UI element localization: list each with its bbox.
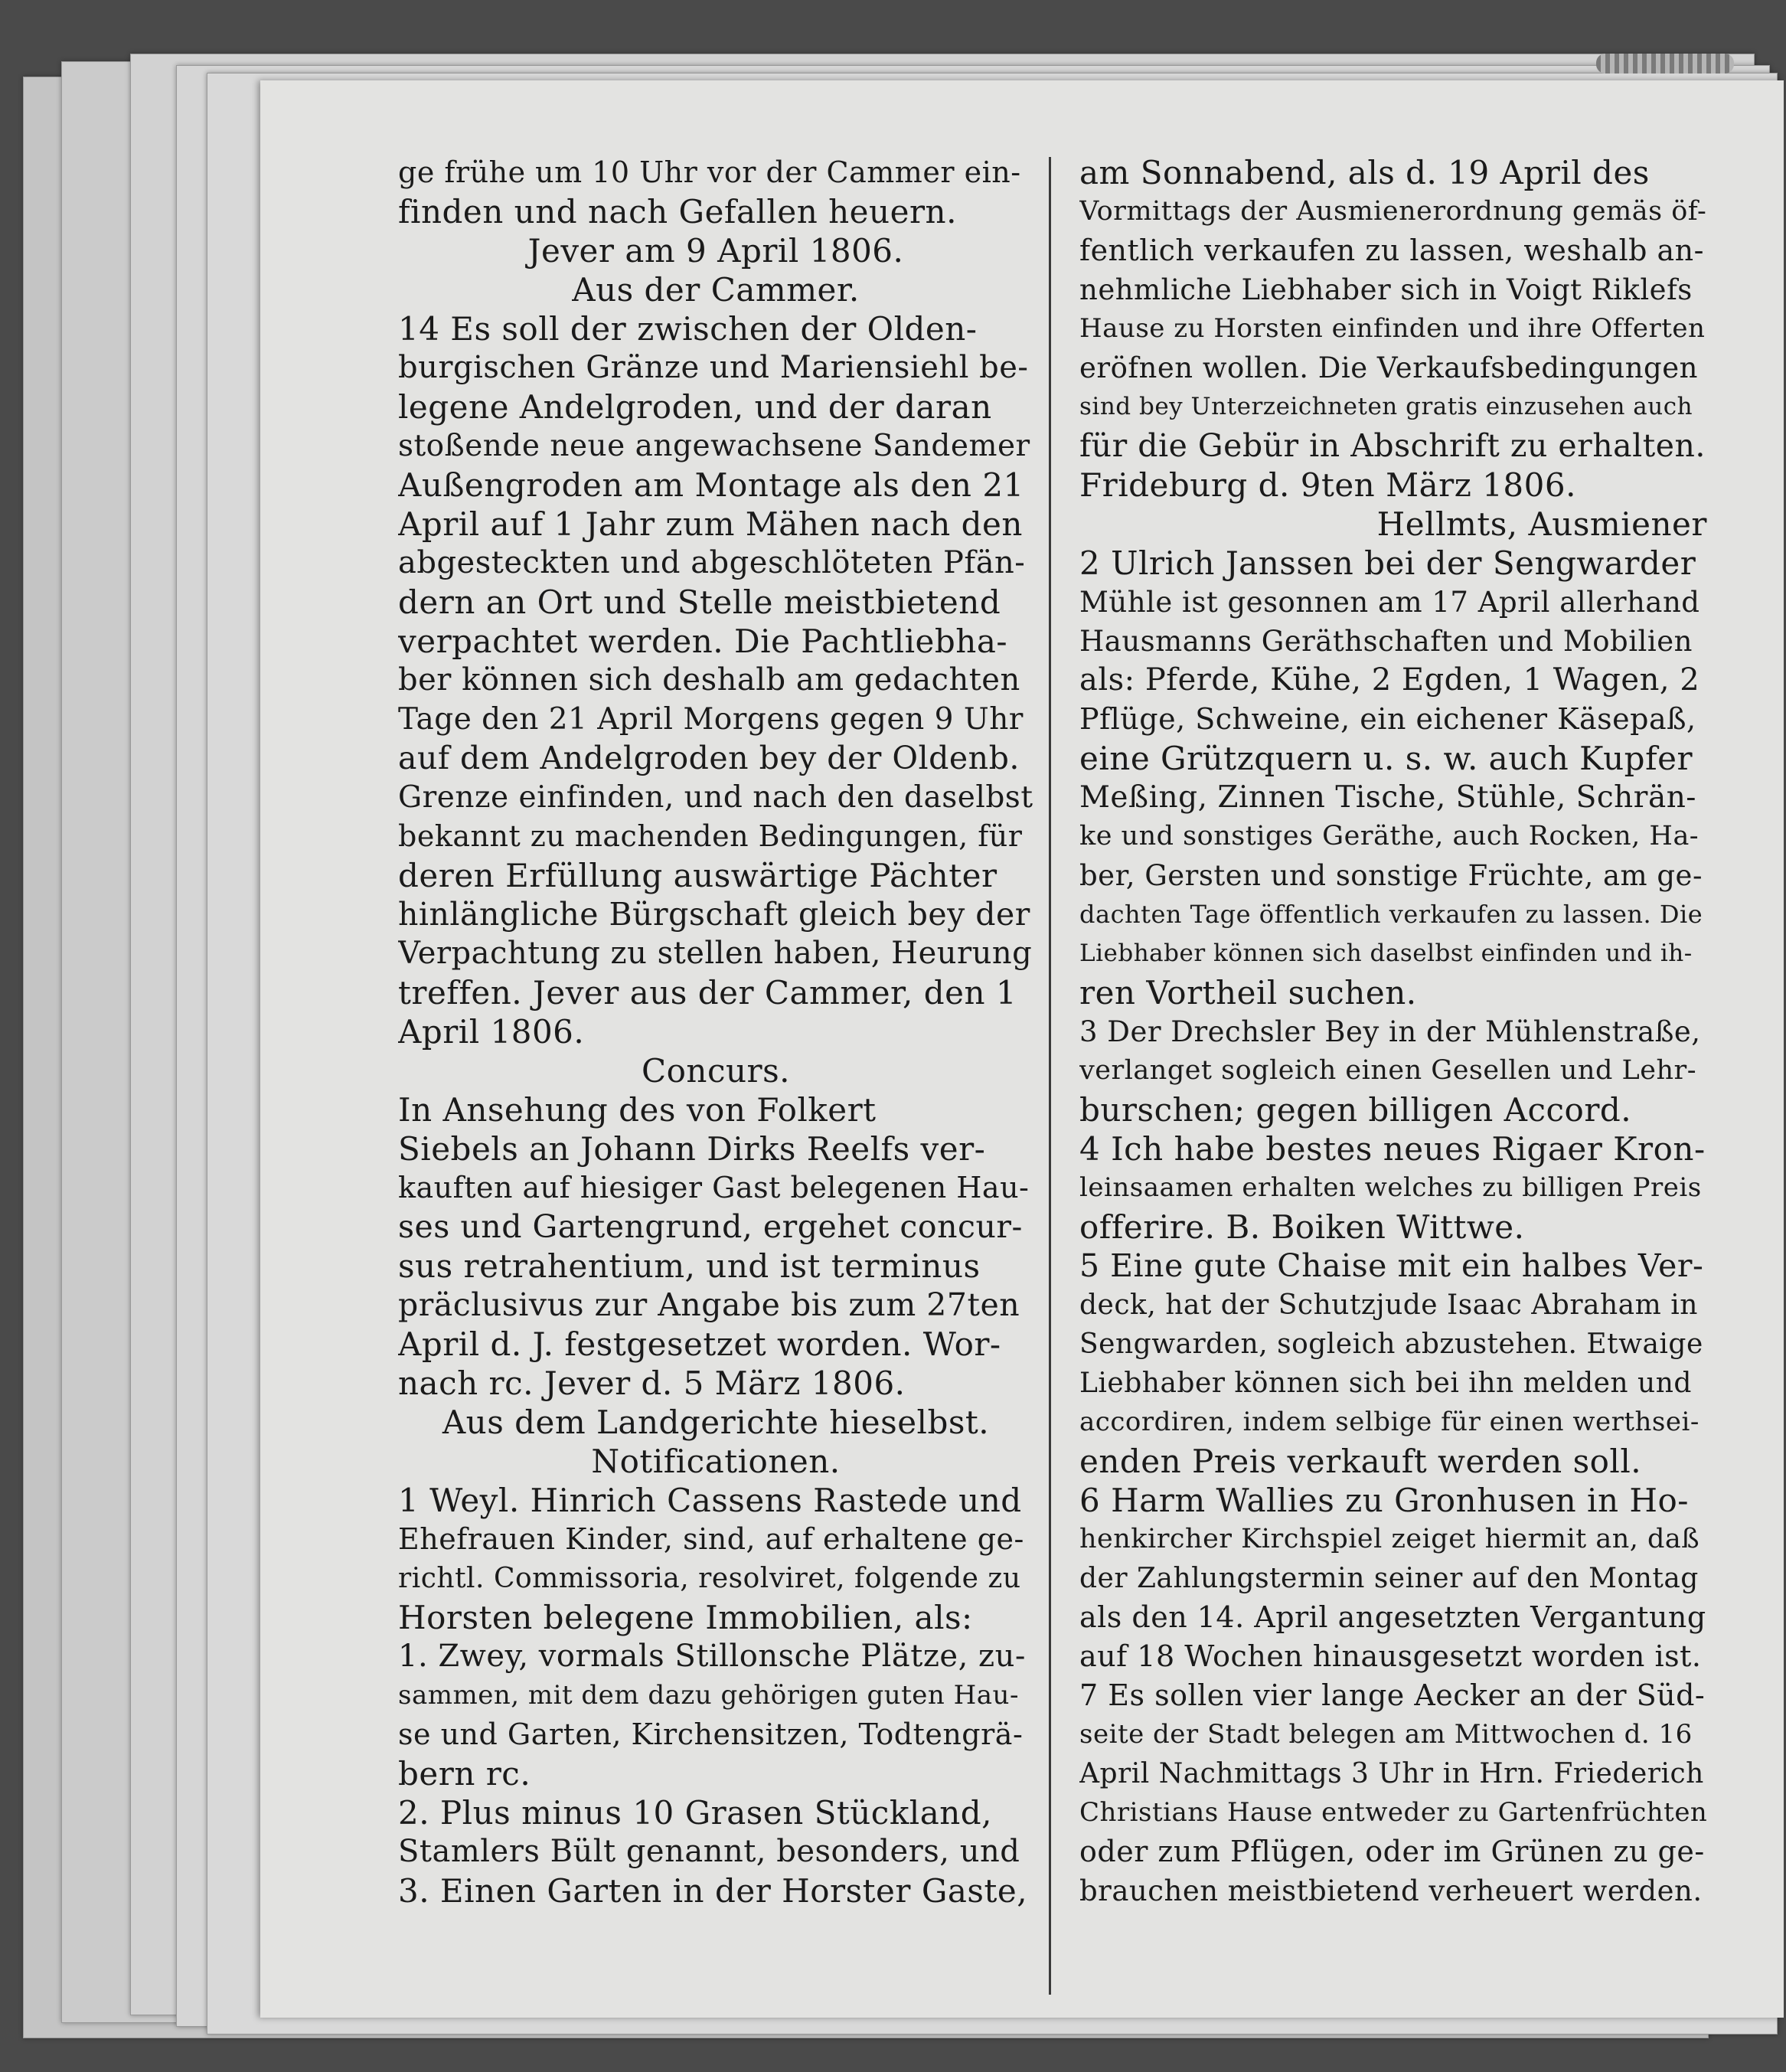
text-line: dern an Ort und Stelle meistbietend — [398, 583, 1001, 621]
text-line: auf dem Andelgroden bey der Oldenb. — [398, 740, 1020, 776]
text-line: ses und Gartengrund, ergehet concur- — [398, 1208, 1023, 1245]
text-line: sind bey Unterzeichneten gratis einzusehen auch — [1079, 393, 1693, 420]
text-line: deren Erfüllung auswärtige Pächter — [398, 857, 997, 894]
text-line: Aus dem Landgerichte hieselbst. — [442, 1404, 990, 1441]
text-line: se und Garten, Kirchensitzen, Todtengrä- — [398, 1717, 1024, 1751]
text-line: Notificationen. — [591, 1443, 841, 1480]
text-line: April auf 1 Jahr zum Mähen nach den — [398, 505, 1023, 543]
text-line: ber können sich deshalb am gedachten — [398, 662, 1020, 698]
text-line: Liebhaber können sich daselbst einfinden und ih- — [1079, 940, 1693, 967]
text-line: 1 Weyl. Hinrich Cassens Rastede und — [398, 1482, 1022, 1519]
text-line: Pflüge, Schweine, ein eichener Käsepaß, — [1079, 702, 1696, 736]
text-line: brauchen meistbietend verheuert werden. — [1079, 1874, 1703, 1907]
text-line: der Zahlungstermin seiner auf den Montag — [1079, 1563, 1699, 1594]
text-line: accordiren, indem selbige für einen werthsei- — [1079, 1407, 1699, 1437]
text-line: Mühle ist gesonnen am 17 April allerhand — [1079, 586, 1700, 619]
text-line: April Nachmittags 3 Uhr in Hrn. Friederich — [1079, 1758, 1704, 1789]
text-line: deck, hat der Schutzjude Isaac Abraham in — [1079, 1289, 1698, 1321]
text-line: Stamlers Bült genannt, besonders, und — [398, 1834, 1020, 1869]
text-line: treffen. Jever aus der Cammer, den 1 — [398, 974, 1017, 1011]
text-line: fentlich verkaufen zu lassen, weshalb an- — [1079, 234, 1704, 267]
text-line: ge frühe um 10 Uhr vor der Cammer ein- — [398, 155, 1021, 189]
text-line: Liebhaber können sich bei ihn melden und — [1079, 1368, 1692, 1399]
text-line: hinlängliche Bürgschaft gleich bey der — [398, 896, 1030, 933]
text-line: bekannt zu machenden Bedingungen, für — [398, 819, 1023, 853]
text-line: finden und nach Gefallen heuern. — [398, 193, 957, 230]
text-line: nach rc. Jever d. 5 März 1806. — [398, 1364, 906, 1402]
text-line: enden Preis verkauft werden soll. — [1079, 1443, 1642, 1480]
text-line: April 1806. — [398, 1013, 585, 1051]
text-line: 4 Ich habe bestes neues Rigaer Kron- — [1079, 1130, 1706, 1168]
text-line: abgesteckten und abgeschlöteten Pfän- — [398, 545, 1026, 580]
right-column — [1079, 153, 1707, 1910]
text-line: kauften auf hiesiger Gast belegenen Hau- — [398, 1171, 1030, 1204]
text-line: 3 Der Drechsler Bey in der Mühlenstraße, — [1079, 1015, 1701, 1048]
text-line: 2. Plus minus 10 Grasen Stückland, — [398, 1794, 993, 1832]
newspaper-page — [260, 80, 1784, 2018]
text-line: burgischen Gränze und Mariensiehl be- — [398, 350, 1029, 385]
text-line: Concurs. — [641, 1052, 791, 1090]
text-line: ber, Gersten und sonstige Früchte, am ge- — [1079, 859, 1703, 892]
text-line: Siebels an Johann Dirks Reelfs ver- — [398, 1130, 986, 1168]
text-line: Ehefrauen Kinder, sind, auf erhaltene ge- — [398, 1522, 1024, 1556]
text-line: Aus der Cammer. — [572, 271, 860, 309]
text-line: am Sonnabend, als d. 19 April des — [1079, 154, 1650, 191]
text-line: 14 Es soll der zwischen der Olden- — [398, 310, 978, 348]
text-line: seite der Stadt belegen am Mittwochen d. 16 — [1079, 1719, 1693, 1750]
text-line: Grenze einfinden, und nach den daselbst — [398, 780, 1033, 815]
text-line: Hause zu Horsten einfinden und ihre Offerten — [1079, 313, 1706, 344]
text-line: Meßing, Zinnen Tische, Stühle, Schrän- — [1079, 780, 1696, 815]
text-line: eine Grützquern u. s. w. auch Kupfer — [1079, 740, 1693, 777]
text-line: bern rc. — [398, 1755, 531, 1793]
text-line: Frideburg d. 9ten März 1806. — [1079, 466, 1576, 504]
text-line: richtl. Commissoria, resolviret, folgende zu — [398, 1563, 1021, 1594]
text-line: sus retrahentium, und ist terminus — [398, 1247, 981, 1285]
text-line: In Ansehung des von Folkert — [398, 1091, 877, 1129]
text-line: ren Vortheil suchen. — [1079, 974, 1417, 1011]
text-line: legene Andelgroden, und der daran — [398, 388, 992, 426]
text-line: Sengwarden, sogleich abzustehen. Etwaige — [1079, 1328, 1703, 1360]
text-line: oder zum Pflügen, oder im Grünen zu ge- — [1079, 1835, 1705, 1868]
text-line: eröfnen wollen. Die Verkaufsbedingungen — [1079, 351, 1698, 384]
text-line: burschen; gegen billigen Accord. — [1079, 1091, 1632, 1129]
text-line: sammen, mit dem dazu gehörigen guten Hau- — [398, 1680, 1019, 1711]
text-line: präclusivus zur Angabe bis zum 27ten — [398, 1286, 1020, 1323]
text-line: April d. J. festgesetzet worden. Wor- — [398, 1325, 1001, 1363]
text-line: verlanget sogleich einen Gesellen und Lehr- — [1079, 1055, 1697, 1086]
text-line: leinsaamen erhalten welches zu billigen Preis — [1079, 1172, 1702, 1203]
text-line: 7 Es sollen vier lange Aecker an der Süd- — [1079, 1678, 1706, 1712]
text-line: für die Gebür in Abschrift zu erhalten. — [1079, 427, 1706, 464]
text-line: Hellmts, Ausmiener — [1376, 505, 1707, 543]
text-line: 1. Zwey, vormals Stillonsche Plätze, zu- — [398, 1639, 1026, 1674]
text-line: 3. Einen Garten in der Horster Gaste, — [398, 1872, 1028, 1910]
text-line: Hausmanns Geräthschaften und Mobilien — [1079, 625, 1693, 658]
text-line: henkircher Kirchspiel zeiget hiermit an, daß — [1079, 1524, 1700, 1554]
text-line: offerire. B. Boiken Wittwe. — [1079, 1208, 1525, 1246]
text-line: Außengroden am Montage als den 21 — [398, 466, 1024, 504]
text-line: 5 Eine gute Chaise mit ein halbes Ver- — [1079, 1247, 1704, 1284]
text-line: Vormittags der Ausmienerordnung gemäs öf- — [1079, 196, 1707, 227]
text-line: Verpachtung zu stellen haben, Heurung — [398, 936, 1033, 971]
text-line: dachten Tage öffentlich verkaufen zu lassen. Die — [1079, 900, 1703, 929]
text-line: ke und sonstiges Geräthe, auch Rocken, Ha- — [1079, 821, 1699, 851]
text-line: Jever am 9 April 1806. — [527, 232, 904, 270]
text-line: stoßende neue angewachsene Sandemer — [398, 429, 1030, 463]
text-line: verpachtet werden. Die Pachtliebha- — [398, 623, 1008, 660]
text-line: 2 Ulrich Janssen bei der Sengwarder — [1079, 544, 1696, 582]
text-line: Tage den 21 April Morgens gegen 9 Uhr — [398, 702, 1024, 737]
text-line: 6 Harm Wallies zu Gronhusen in Ho- — [1079, 1482, 1689, 1519]
text-line: Horsten belegene Immobilien, als: — [398, 1599, 973, 1636]
text-line: als: Pferde, Kühe, 2 Egden, 1 Wagen, 2 — [1079, 662, 1700, 698]
text-line: nehmliche Liebhaber sich in Voigt Riklefs — [1079, 273, 1693, 306]
text-line: als den 14. April angesetzten Vergantung — [1079, 1600, 1706, 1634]
binding-thread — [1596, 54, 1734, 74]
text-line: Christians Hause entweder zu Gartenfrüchten — [1079, 1797, 1707, 1828]
text-line: auf 18 Wochen hinausgesetzt worden ist. — [1079, 1639, 1702, 1673]
